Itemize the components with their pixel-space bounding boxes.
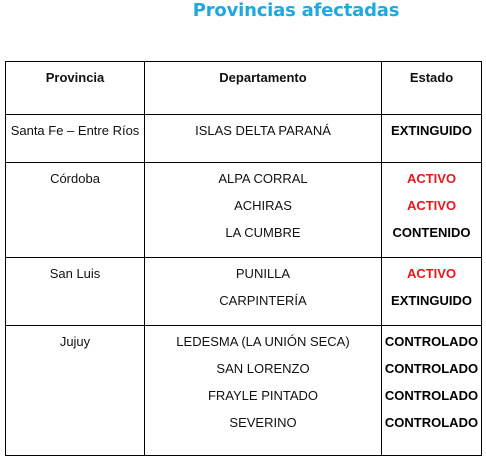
cell-provincia bbox=[6, 115, 145, 163]
status-label: ACTIVO bbox=[406, 171, 457, 186]
cell-estados bbox=[382, 163, 482, 258]
provincia-name: Jujuy bbox=[59, 334, 91, 349]
provincia-name: Santa Fe – Entre Ríos bbox=[10, 123, 140, 138]
departamento-name: ISLAS DELTA PARANÁ bbox=[195, 123, 331, 138]
cell-provincia bbox=[6, 258, 145, 326]
header-estado: Estado bbox=[382, 62, 482, 115]
status-label: ACTIVO bbox=[406, 198, 457, 213]
cell-departamentos bbox=[145, 115, 382, 163]
status-label: EXTINGUIDO bbox=[391, 293, 472, 308]
departamento-name: LA CUMBRE bbox=[225, 225, 301, 240]
cell-estados bbox=[382, 258, 482, 326]
cell-departamentos bbox=[145, 258, 382, 326]
departamento-name: LEDESMA (LA UNIÓN SECA) bbox=[176, 334, 350, 349]
status-label: CONTROLADO bbox=[384, 415, 479, 430]
status-label: CONTENIDO bbox=[392, 225, 471, 240]
cell-provincia bbox=[6, 326, 145, 456]
cell-departamentos bbox=[145, 326, 382, 456]
cell-provincia bbox=[6, 163, 145, 258]
departamento-name: CARPINTERÍA bbox=[219, 293, 307, 308]
departamento-name: ACHIRAS bbox=[234, 198, 292, 213]
table-row bbox=[6, 115, 482, 163]
cell-departamentos bbox=[145, 163, 382, 258]
header-departamento: Departamento bbox=[145, 62, 382, 115]
cell-estados bbox=[382, 115, 482, 163]
departamento-name: ALPA CORRAL bbox=[218, 171, 308, 186]
header-provincia: Provincia bbox=[6, 62, 145, 115]
departamento-name: SEVERINO bbox=[229, 415, 297, 430]
provincia-name: Córdoba bbox=[50, 171, 100, 186]
status-label: CONTROLADO bbox=[384, 361, 479, 376]
provincia-name: San Luis bbox=[49, 266, 101, 281]
table-row bbox=[6, 258, 482, 326]
page-title: Provincias afectadas bbox=[192, 0, 400, 21]
status-label: EXTINGUIDO bbox=[391, 123, 472, 138]
cell-estados bbox=[382, 326, 482, 456]
status-label: ACTIVO bbox=[406, 266, 457, 281]
departamento-name: SAN LORENZO bbox=[216, 361, 310, 376]
departamento-name: PUNILLA bbox=[235, 266, 291, 281]
table-header-row bbox=[6, 62, 482, 115]
provinces-table bbox=[5, 61, 482, 456]
table-row bbox=[6, 163, 482, 258]
table-row bbox=[6, 326, 482, 456]
status-label: CONTROLADO bbox=[384, 334, 479, 349]
departamento-name: FRAYLE PINTADO bbox=[207, 388, 319, 403]
status-label: CONTROLADO bbox=[384, 388, 479, 403]
